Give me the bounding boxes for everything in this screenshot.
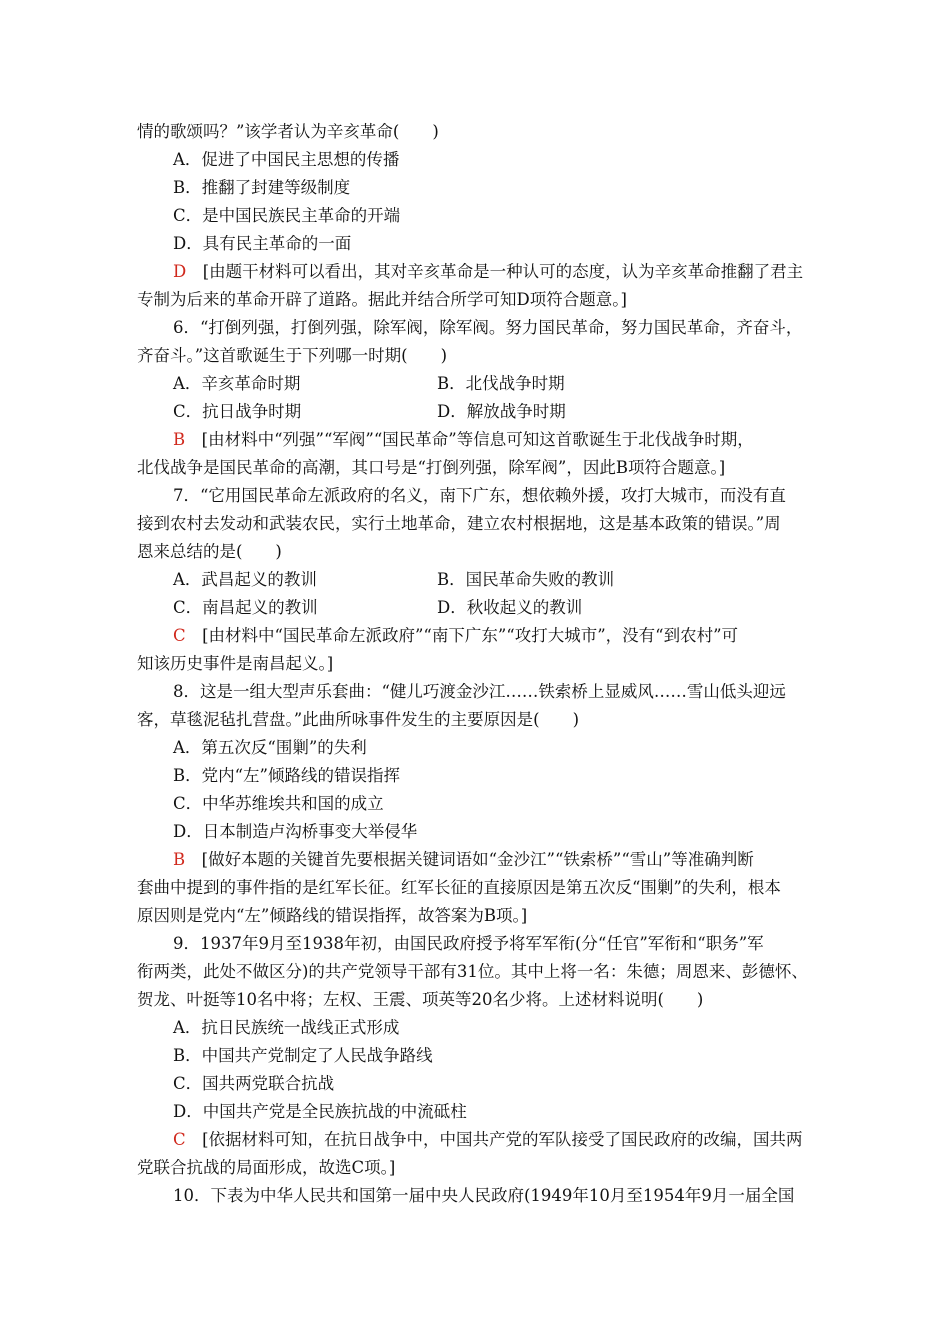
q9-stem-line: 9．1937年9月至1938年初，由国民政府授予将军军衔(分“任官”军衔和“职务”军: [173, 934, 764, 953]
q9-explanation-text: [依据材料可知，在抗日战争中，中国共产党的军队接受了国民政府的改编，国共两: [202, 1130, 803, 1149]
q8-option-d: D．日本制造卢沟桥事变大举侵华: [173, 822, 418, 841]
q6-option-d: D．解放战争时期: [437, 402, 566, 421]
q6-stem-line: 6．“打倒列强，打倒列强，除军阀，除军阀。努力国民革命，努力国民革命，齐奋斗，: [173, 318, 803, 337]
q7-option-d: D．秋收起义的教训: [437, 598, 583, 617]
q9-option-b: B．中国共产党制定了人民战争路线: [173, 1046, 433, 1065]
q7-option-c: C．南昌起义的教训: [173, 598, 318, 617]
q5-option-a: A．促进了中国民主思想的传播: [173, 150, 400, 169]
q8-option-c: C．中华苏维埃共和国的成立: [173, 794, 384, 813]
q6-options-row: [137, 370, 817, 398]
q9-option-c: C．国共两党联合抗战: [173, 1074, 335, 1093]
q6-stem-line: 齐奋斗。”这首歌诞生于下列哪一时期( ): [137, 346, 448, 365]
q6-option-c: C．抗日战争时期: [173, 402, 302, 421]
q6-options-row: [137, 398, 817, 426]
q8-option-b: B．党内“左”倾路线的错误指挥: [173, 766, 400, 785]
q9-answer: C: [173, 1130, 186, 1149]
q7-stem-line: 恩来总结的是( ): [137, 542, 282, 561]
page-content: [137, 118, 817, 1210]
q9-explanation-line: [137, 1126, 817, 1154]
q5-explanation-line: 专制为后来的革命开辟了道路。据此并结合所学可知D项符合题意。]: [137, 290, 627, 309]
q5-answer: D: [173, 262, 187, 281]
q9-explanation-line: 党联合抗战的局面形成，故选C项。]: [137, 1158, 396, 1177]
q7-answer: C: [173, 626, 186, 645]
q9-stem-line: 贺龙、叶挺等10名中将；左权、王震、项英等20名少将。上述材料说明( ): [137, 990, 704, 1009]
q5-option-b: B．推翻了封建等级制度: [173, 178, 351, 197]
q6-explanation-text: [由材料中“列强”“军阀”“国民革命”等信息可知这首歌诞生于北伐战争时期，: [201, 430, 754, 449]
q7-explanation-line: [137, 622, 817, 650]
q7-option-a: A．武昌起义的教训: [173, 570, 317, 589]
q6-option-b: B．北伐战争时期: [437, 374, 565, 393]
q6-explanation-line: [137, 426, 817, 454]
q8-explanation-line: 套曲中提到的事件指的是红军长征。红军长征的直接原因是第五次反“围剿”的失利，根本: [137, 878, 781, 897]
q7-options-row: [137, 594, 817, 622]
q5-option-c: C．是中国民族民主革命的开端: [173, 206, 401, 225]
q9-option-d: D．中国共产党是全民族抗战的中流砥柱: [173, 1102, 467, 1121]
q8-stem-line: 8．这是一组大型声乐套曲：“健儿巧渡金沙江……铁索桥上显威风……雪山低头迎远: [173, 682, 786, 701]
q5-explanation-text: [由题干材料可以看出，其对辛亥革命是一种认可的态度，认为辛亥革命推翻了君主: [202, 262, 804, 281]
q5-explanation-line: [137, 258, 817, 286]
q9-stem-line: 衔两类，此处不做区分)的共产党领导干部有31位。其中上将一名：朱德；周恩来、彭德怀、: [137, 962, 808, 981]
q7-explanation-line: 知该历史事件是南昌起义。]: [137, 654, 334, 673]
q7-options-row: [137, 566, 817, 594]
q8-answer: B: [173, 850, 186, 869]
q6-answer: B: [173, 430, 186, 449]
q7-explanation-text: [由材料中“国民革命左派政府”“南下广东”“攻打大城市”，没有“到农村”可: [202, 626, 739, 645]
q7-stem-line: 7．“它用国民革命左派政府的名义，南下广东，想依赖外援，攻打大城市，而没有直: [173, 486, 786, 505]
q6-option-a: A．辛亥革命时期: [173, 374, 301, 393]
q5-option-d: D．具有民主革命的一面: [173, 234, 352, 253]
q8-stem-line: 客，草毯泥毡扎营盘。”此曲所咏事件发生的主要原因是( ): [137, 710, 580, 729]
q8-option-a: A．第五次反“围剿”的失利: [173, 738, 367, 757]
q7-option-b: B．国民革命失败的教训: [437, 570, 615, 589]
q9-option-a: A．抗日民族统一战线正式形成: [173, 1018, 400, 1037]
q8-explanation-line: [137, 846, 817, 874]
q6-explanation-line: 北伐战争是国民革命的高潮，其口号是“打倒列强，除军阀”，因此B项符合题意。]: [137, 458, 726, 477]
q10-stem-line: 10．下表为中华人民共和国第一届中央人民政府(1949年10月至1954年9月一届全国: [173, 1186, 795, 1205]
q8-explanation-line: 原因则是党内“左”倾路线的错误指挥，故答案为B项。]: [137, 906, 528, 925]
q5-stem-line: 情的歌颂吗？”该学者认为辛亥革命( ): [137, 122, 439, 141]
q7-stem-line: 接到农村去发动和武装农民，实行土地革命，建立农村根据地，这是基本政策的错误。”周: [137, 514, 781, 533]
q8-explanation-text: [做好本题的关键首先要根据关键词语如“金沙江”“铁索桥”“雪山”等准确判断: [201, 850, 754, 869]
